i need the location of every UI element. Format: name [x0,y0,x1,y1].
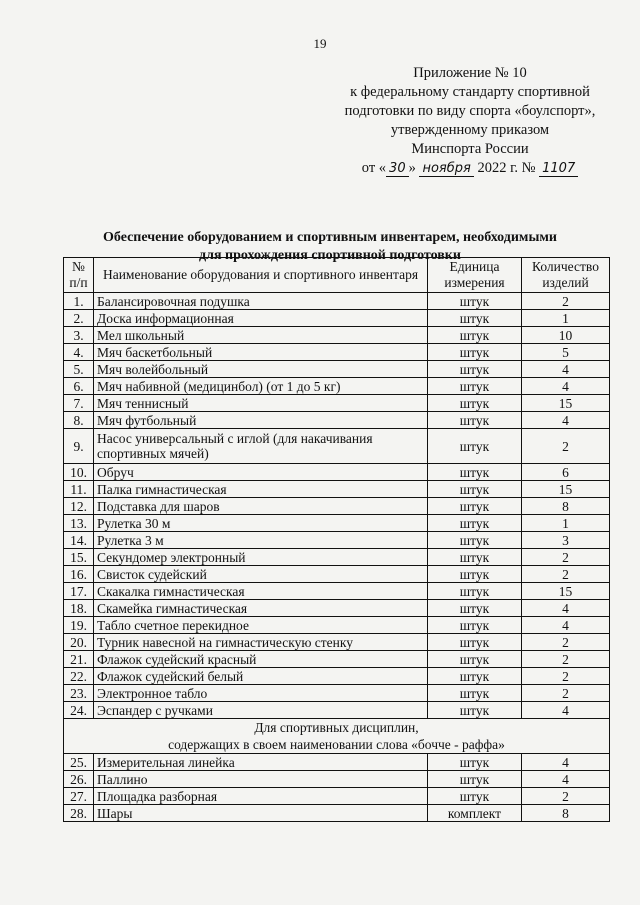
row-unit: штук [428,378,522,395]
table-row [64,378,610,395]
title-line: Обеспечение оборудованием и спортивным инвентарем, необходимыми [103,230,557,245]
year-text: 2022 г. № [477,160,536,176]
row-unit: штук [428,754,522,771]
row-quantity: 2 [522,668,610,685]
row-unit: штук [428,395,522,412]
table-row [64,412,610,429]
row-item-name: Насос универсальный с иглой (для накачивания спортивных мячей) [94,429,428,464]
row-item-name: Секундомер электронный [94,549,428,566]
row-number: 23. [64,685,94,702]
row-quantity: 15 [522,583,610,600]
row-quantity: 4 [522,361,610,378]
row-item-name: Свисток судейский [94,566,428,583]
row-item-name: Мяч волейбольный [94,361,428,378]
row-quantity: 5 [522,344,610,361]
row-number: 28. [64,805,94,822]
handwritten-day: 30 [386,161,409,177]
table-row [64,310,610,327]
row-number: 4. [64,344,94,361]
table-row [64,702,610,719]
row-unit: штук [428,515,522,532]
row-item-name: Мяч баскетбольный [94,344,428,361]
row-unit: штук [428,293,522,310]
row-unit: штук [428,702,522,719]
table-row [64,583,610,600]
row-item-name: Флажок судейский белый [94,668,428,685]
row-quantity: 8 [522,805,610,822]
row-unit: штук [428,771,522,788]
row-number: 8. [64,412,94,429]
appendix-date-line [312,159,628,178]
row-item-name: Эспандер с ручками [94,702,428,719]
row-quantity: 2 [522,549,610,566]
row-unit: штук [428,651,522,668]
row-number: 17. [64,583,94,600]
row-number: 11. [64,481,94,498]
table-row [64,532,610,549]
row-item-name: Флажок судейский красный [94,651,428,668]
row-quantity: 3 [522,532,610,549]
table-row [64,344,610,361]
table-row [64,293,610,310]
table-row [64,327,610,344]
section-line: Для спортивных дисциплин, [254,720,419,735]
header-num: № п/п [64,258,94,293]
table-row [64,617,610,634]
appendix-header [312,64,628,178]
table-row [64,754,610,771]
row-unit: штук [428,327,522,344]
row-quantity: 4 [522,378,610,395]
row-quantity: 4 [522,754,610,771]
row-number: 26. [64,771,94,788]
row-unit: штук [428,498,522,515]
row-quantity: 1 [522,515,610,532]
row-number: 6. [64,378,94,395]
row-number: 7. [64,395,94,412]
row-number: 12. [64,498,94,515]
table-row [64,549,610,566]
row-number: 16. [64,566,94,583]
row-unit: штук [428,617,522,634]
row-quantity: 2 [522,788,610,805]
table-row [64,395,610,412]
section-header-row [64,719,610,754]
row-quantity: 1 [522,310,610,327]
header-unit: Единица измерения [428,258,522,293]
row-unit: штук [428,310,522,327]
appendix-line: утвержденному приказом [390,122,550,138]
row-unit: штук [428,549,522,566]
row-item-name: Электронное табло [94,685,428,702]
row-quantity: 6 [522,464,610,481]
row-item-name: Палка гимнастическая [94,481,428,498]
row-quantity: 4 [522,702,610,719]
equipment-table [63,257,610,822]
row-quantity: 4 [522,771,610,788]
row-unit: штук [428,566,522,583]
row-item-name: Доска информационная [94,310,428,327]
handwritten-month: ноября [419,161,473,177]
row-number: 3. [64,327,94,344]
row-unit: штук [428,668,522,685]
row-unit: штук [428,788,522,805]
row-item-name: Мел школьный [94,327,428,344]
row-number: 9. [64,429,94,464]
date-mid: » [408,160,416,176]
table-row [64,515,610,532]
row-item-name: Рулетка 30 м [94,515,428,532]
table-row [64,651,610,668]
row-unit: штук [428,583,522,600]
row-item-name: Скамейка гимнастическая [94,600,428,617]
table-row [64,685,610,702]
page-number: 19 [313,36,327,51]
table-row [64,498,610,515]
row-item-name: Скакалка гимнастическая [94,583,428,600]
table-row [64,464,610,481]
row-unit: штук [428,600,522,617]
row-unit: штук [428,634,522,651]
date-prefix: от « [361,160,387,176]
row-item-name: Подставка для шаров [94,498,428,515]
row-quantity: 4 [522,412,610,429]
row-item-name: Мяч теннисный [94,395,428,412]
row-unit: штук [428,464,522,481]
row-item-name: Мяч набивной (медицинбол) (от 1 до 5 кг) [94,378,428,395]
row-quantity: 10 [522,327,610,344]
handwritten-order-number: 1107 [539,161,578,177]
title-line: для прохождения спортивной подготовки [199,248,461,263]
row-unit: штук [428,532,522,549]
row-number: 18. [64,600,94,617]
row-number: 13. [64,515,94,532]
table-row [64,771,610,788]
row-number: 19. [64,617,94,634]
row-item-name: Мяч футбольный [94,412,428,429]
row-item-name: Турник навесной на гимнастическую стенку [94,634,428,651]
row-item-name: Измерительная линейка [94,754,428,771]
table-row [64,429,610,464]
header-qty: Количество изделий [522,258,610,293]
row-quantity: 8 [522,498,610,515]
table-row [64,668,610,685]
appendix-line: подготовки по виду спорта «боулспорт», [344,103,596,119]
appendix-line: к федеральному стандарту спортивной [350,84,590,100]
table-row [64,566,610,583]
row-quantity: 2 [522,685,610,702]
row-item-name: Рулетка 3 м [94,532,428,549]
table-row [64,805,610,822]
row-number: 21. [64,651,94,668]
row-unit: штук [428,429,522,464]
row-item-name: Табло счетное перекидное [94,617,428,634]
row-number: 20. [64,634,94,651]
section-line: содержащих в своем наименовании слова «бочче - раффа» [168,737,505,752]
table-row [64,788,610,805]
table-row [64,481,610,498]
table-row [64,634,610,651]
row-item-name: Шары [94,805,428,822]
row-number: 10. [64,464,94,481]
row-quantity: 15 [522,395,610,412]
row-number: 2. [64,310,94,327]
row-item-name: Балансировочная подушка [94,293,428,310]
header-name: Наименование оборудования и спортивного инвентаря [94,258,428,293]
row-number: 15. [64,549,94,566]
row-quantity: 2 [522,651,610,668]
row-unit: комплект [428,805,522,822]
row-unit: штук [428,685,522,702]
row-unit: штук [428,481,522,498]
row-number: 5. [64,361,94,378]
row-item-name: Паллино [94,771,428,788]
row-item-name: Площадка разборная [94,788,428,805]
row-number: 14. [64,532,94,549]
table-row [64,361,610,378]
section-header [64,719,610,754]
row-number: 1. [64,293,94,310]
table-row [64,600,610,617]
row-quantity: 15 [522,481,610,498]
row-number: 24. [64,702,94,719]
row-quantity: 2 [522,293,610,310]
row-number: 25. [64,754,94,771]
row-item-name: Обруч [94,464,428,481]
table-header-row [64,258,610,293]
row-unit: штук [428,344,522,361]
row-quantity: 4 [522,600,610,617]
appendix-title: Приложение № 10 [413,65,527,81]
row-number: 22. [64,668,94,685]
row-unit: штук [428,361,522,378]
row-number: 27. [64,788,94,805]
row-quantity: 2 [522,566,610,583]
row-quantity: 2 [522,634,610,651]
appendix-line: Минспорта России [411,141,529,157]
row-quantity: 4 [522,617,610,634]
row-quantity: 2 [522,429,610,464]
row-unit: штук [428,412,522,429]
